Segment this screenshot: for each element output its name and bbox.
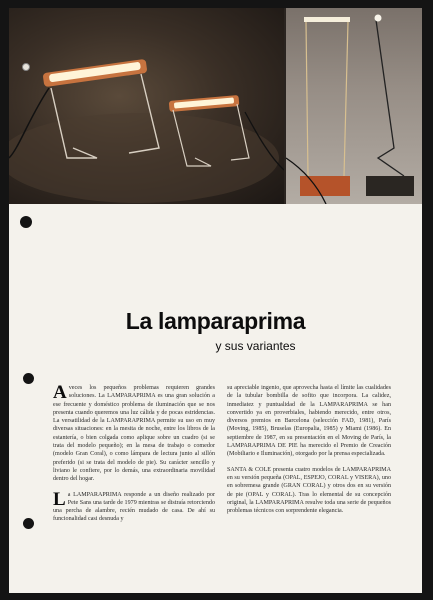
text-column-left	[53, 384, 215, 531]
page-subtitle: y sus variantes	[215, 339, 296, 353]
paragraph-awards: su apreciable ingenio, que aprovecha hasta el límite las cualidades de la tubular bombilla de sofito que incorpora. La calidez, inmediatez y puntualidad de la LAMPARAPRIMA se han convertido ya en proverbiales, habiendo merecido, entre otros, diversos premios en Barcelona (selección FAD, 1981), París (Moving, 1985), Bruselas (Europalia, 1985) y Miami (1986). En septiembre de 1987, en su presentación en el Moving de París, la LAMPARAPRIMA DE PIE ha merecido el Premio de Creación (Mobiliario e Iluminación), otorgado por la prensa especializada.	[227, 385, 391, 458]
punch-hole-lower	[23, 518, 34, 529]
punch-hole-top	[22, 63, 30, 71]
paragraph-history	[53, 488, 215, 524]
paragraph-history-text: a LAMPARAPRIMA responde a un diseño realizado por Pete Sans una tarde de 1979 mientras se distraía retorciendo una percha de alambre, recién mudado de casa. De ahí su funcionalidad casi desnuda y	[53, 491, 215, 523]
floor-lamps-illustration	[286, 8, 422, 204]
drop-cap: A	[53, 382, 67, 403]
photo-floor-lamps	[286, 8, 422, 204]
text-column-right	[227, 384, 391, 522]
paragraph-intro	[53, 384, 215, 484]
small-lamps-illustration	[9, 8, 284, 204]
punch-hole-upper	[20, 216, 32, 228]
paragraph-models: SANTA & COLE presenta cuatro modelos de LAMPARAPRIMA en su versión pequeña (OPAL, ESPEJO, CORAL y VISERA), uno en sobremesa grande (GRAN CORAL) y otros dos en su versión de pie (OPAL y CORAL). Tras lo elemental de su concepción original, la LAMPARAPRIMA resulve toda una serie de pequeños problemas técnicos con sorprendente elegancia.	[227, 466, 391, 515]
punch-hole-middle	[23, 373, 34, 384]
page-title: La lamparaprima	[125, 308, 306, 334]
paragraph-intro-text: veces los pequeños problemas requieren grandes soluciones. La LAMPARAPRIMA es una gran solución a ese frecuente y doméstico problema de iluminación que se nos presenta cuando queremos una luz cálida y de pocas estridencias. La versatilidad de la LAMPARAPRIMA permite su uso en muy diversas situaciones: en la mesita de noche, entre los libros de la estantería, o bien colgada como aplique sobre un cuadro (si se trata del modelo pequeño); en la mesa de trabajo o comedor (modelo Gran Coral), o como lámpara de lectura junto al sillón preferido (si se trata del modelo de pie). Su carácter sencillo y liviano le confiere, por lo demás, una extraordinaria movilidad dentro del hogar.	[53, 385, 215, 483]
photo-small-lamps	[9, 8, 284, 204]
brochure-page	[9, 8, 422, 593]
photo-band	[9, 8, 422, 204]
drop-cap: L	[53, 488, 66, 510]
